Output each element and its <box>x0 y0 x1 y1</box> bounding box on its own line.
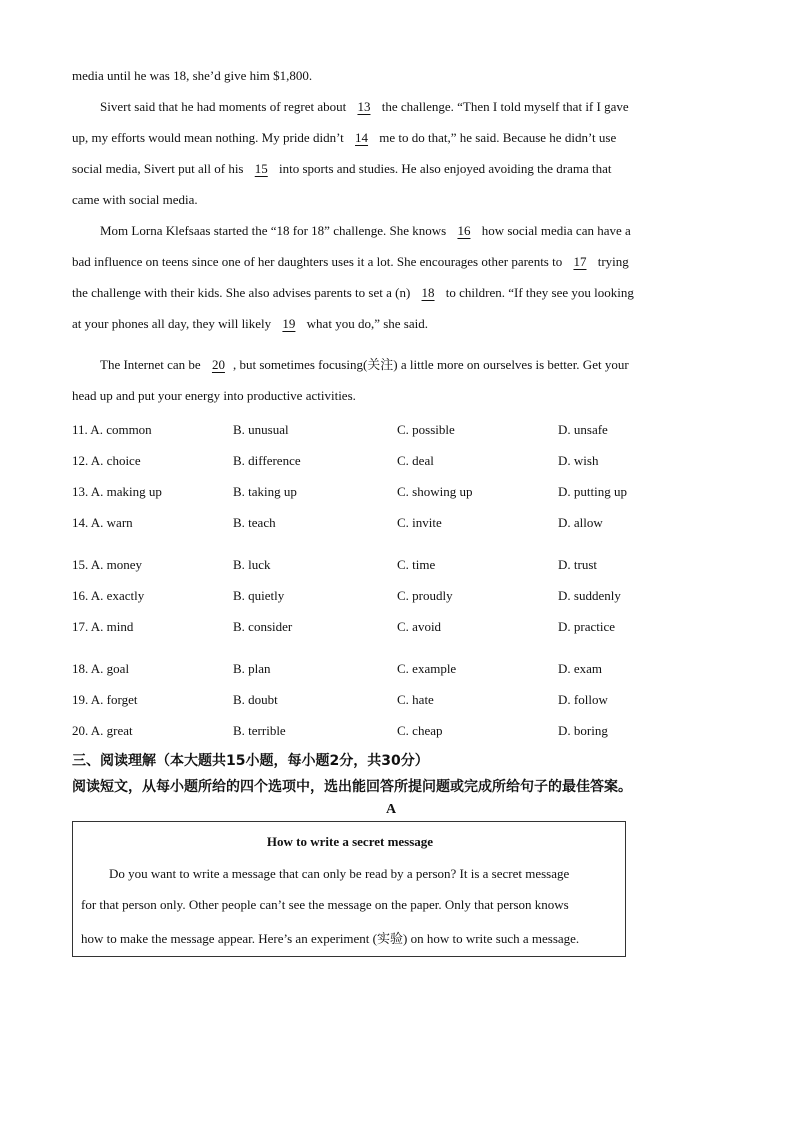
option-c: C. showing up <box>397 484 473 499</box>
passage-line <box>72 184 722 215</box>
option-a: 19. A. forget <box>72 692 138 707</box>
option-a: 15. A. money <box>72 557 143 572</box>
passage-text: trying <box>594 254 629 269</box>
option-row-11 <box>72 420 732 440</box>
cloze-passage <box>72 60 722 411</box>
option-b: B. taking up <box>233 484 297 499</box>
blank-16: 16 <box>457 223 471 238</box>
passage-text: at your phones all day, they will likely <box>72 316 275 331</box>
passage-title: How to write a secret message <box>266 834 434 849</box>
passage-text: bad influence on teens since one of her daughters uses it a lot. She encourages other parents to <box>72 254 566 269</box>
option-c: C. avoid <box>397 619 442 634</box>
passage-text: the challenge with their kids. She also advises parents to set a (n) <box>72 285 414 300</box>
passage-line <box>72 91 722 122</box>
passage-line: Do you want to write a message that can only be read by a person? It is a secret message <box>109 866 570 881</box>
option-c: C. example <box>397 661 457 676</box>
blank-13: 13 <box>357 99 371 114</box>
option-a: 17. A. mind <box>72 619 134 634</box>
option-a: 20. A. great <box>72 723 133 738</box>
option-a: 13. A. making up <box>72 484 162 499</box>
passage-letter: A <box>386 802 397 817</box>
option-d: D. putting up <box>558 484 627 499</box>
option-row-19 <box>72 690 732 710</box>
option-d: D. follow <box>558 692 608 707</box>
passage-line <box>72 122 722 153</box>
passage-text: to children. “If they see you looking <box>442 285 634 300</box>
option-c: C. possible <box>397 422 455 437</box>
passage-text: The Internet can be <box>100 357 204 372</box>
passage-line: for that person only. Other people can’t see the message on the paper. Only that person knows <box>81 897 569 912</box>
passage-line <box>72 277 722 308</box>
option-b: B. doubt <box>233 692 278 707</box>
option-c: C. proudly <box>397 588 453 603</box>
option-b: B. unusual <box>233 422 289 437</box>
option-b: B. consider <box>233 619 293 634</box>
blank-20: 20 <box>211 357 225 372</box>
section-title: 三、阅读理解（本大题共15小题，每小题2分，共30分） <box>72 753 429 769</box>
passage-text: head up and put your energy into productive activities. <box>72 388 356 403</box>
option-c: C. cheap <box>397 723 443 738</box>
passage-line <box>72 215 722 246</box>
option-c: C. invite <box>397 515 442 530</box>
passage-line <box>72 60 722 91</box>
option-d: D. unsafe <box>558 422 608 437</box>
option-a: 14. A. warn <box>72 515 133 530</box>
option-c: C. deal <box>397 453 434 468</box>
option-row-12 <box>72 451 732 471</box>
option-d: D. wish <box>558 453 599 468</box>
option-b: B. teach <box>233 515 276 530</box>
option-b: B. difference <box>233 453 301 468</box>
passage-line <box>72 246 722 277</box>
option-a: 16. A. exactly <box>72 588 145 603</box>
passage-text: media until he was 18, she’d give him $1,800. <box>72 68 313 83</box>
option-d: D. trust <box>558 557 597 572</box>
passage-text: into sports and studies. He also enjoyed avoiding the drama that <box>275 161 612 176</box>
section-instruction: 阅读短文，从每小题所给的四个选项中，选出能回答所提问题或完成所给句子的最佳答案。 <box>72 779 632 795</box>
passage-line <box>72 380 722 411</box>
option-a: 18. A. goal <box>72 661 130 676</box>
option-b: B. terrible <box>233 723 286 738</box>
option-d: D. allow <box>558 515 603 530</box>
option-b: B. plan <box>233 661 271 676</box>
passage-line <box>72 308 722 339</box>
option-d: D. practice <box>558 619 616 634</box>
option-d: D. suddenly <box>558 588 621 603</box>
option-row-17 <box>72 617 732 637</box>
passage-box <box>72 821 626 957</box>
passage-line <box>72 153 722 184</box>
option-c: C. time <box>397 557 436 572</box>
option-row-16 <box>72 586 732 606</box>
option-row-15 <box>72 555 732 575</box>
option-c: C. hate <box>397 692 434 707</box>
passage-text: the challenge. “Then I told myself that if I gave <box>378 99 629 114</box>
blank-19: 19 <box>282 316 296 331</box>
option-a: 11. A. common <box>72 422 152 437</box>
passage-text: me to do that,” he said. Because he didn’t use <box>376 130 617 145</box>
passage-text: Sivert said that he had moments of regret about <box>100 99 350 114</box>
blank-17: 17 <box>573 254 587 269</box>
option-row-13 <box>72 482 732 502</box>
passage-text: how social media can have a <box>478 223 631 238</box>
passage-text: , but sometimes focusing(关注) a little more on ourselves is better. Get your <box>232 357 629 372</box>
passage-text: came with social media. <box>72 192 198 207</box>
option-b: B. luck <box>233 557 271 572</box>
option-row-18 <box>72 659 732 679</box>
option-row-20 <box>72 721 732 741</box>
option-d: D. exam <box>558 661 603 676</box>
passage-line <box>72 349 722 380</box>
option-d: D. boring <box>558 723 608 738</box>
blank-15: 15 <box>254 161 268 176</box>
passage-text: Mom Lorna Klefsaas started the “18 for 18” challenge. She knows <box>100 223 450 238</box>
passage-text: up, my efforts would mean nothing. My pride didn’t <box>72 130 348 145</box>
blank-14: 14 <box>355 130 369 145</box>
option-b: B. quietly <box>233 588 285 603</box>
blank-18: 18 <box>421 285 435 300</box>
passage-text: social media, Sivert put all of his <box>72 161 247 176</box>
passage-text: what you do,” she said. <box>303 316 428 331</box>
option-a: 12. A. choice <box>72 453 141 468</box>
option-row-14 <box>72 513 732 533</box>
passage-line: how to make the message appear. Here’s an experiment (实验) on how to write such a message. <box>81 931 580 946</box>
